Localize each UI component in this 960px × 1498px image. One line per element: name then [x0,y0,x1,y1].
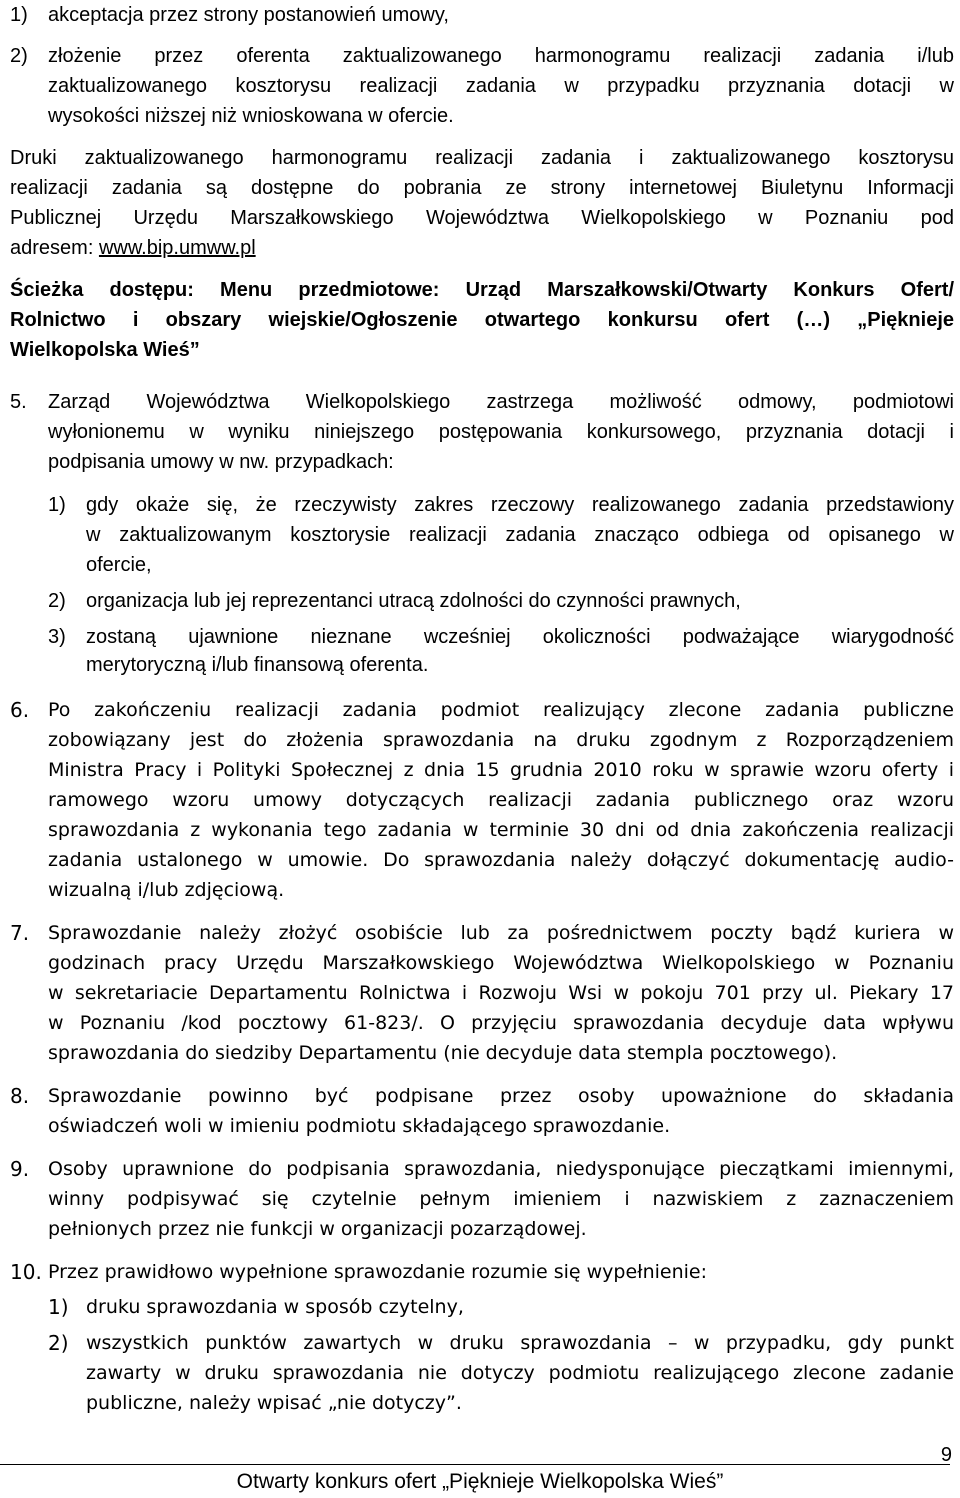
list-number: 1) [48,1295,69,1319]
section-number: 5. [10,391,27,413]
section-line: wizualną i/lub zdjęciową. [48,879,285,901]
access-path-line: Wielkopolska Wieś” [10,339,200,361]
section-line: Ministra Pracy i Polityki Społecznej z dnia 15 grudnia 2010 roku w sprawie wzoru oferty i [48,759,954,781]
section-line: zadania ustalonego w umowie. Do sprawozdania należy dołączyć dokumentację audio- [48,849,954,871]
list-item-line: zawarty w druku sprawozdania nie dotyczy podmiotu realizującego zlecone zadanie [86,1362,954,1384]
list-number: 3) [48,626,66,648]
list-item-line: gdy okaże się, że rzeczywisty zakres rzeczowy realizowanego zadania przedstawiony [86,494,954,516]
section-number: 7. [10,921,30,945]
section-number: 6. [10,698,30,722]
list-item: akceptacja przez strony postanowień umowy, [48,4,449,26]
section-line: winny podpisywać się czytelnie pełnym imieniem i nazwiskiem z zaznaczeniem [48,1188,954,1210]
bip-link[interactable]: www.bip.umww.pl [98,237,256,259]
section-line: Sprawozdanie należy złożyć osobiście lub za pośrednictwem poczty bądź kuriera w [48,922,954,944]
list-number: 1) [48,494,66,516]
list-item-line: w zaktualizowanym kosztorysie realizacji zadania znacząco odbiega od opisanego w [86,524,954,546]
list-item-line: zaktualizowanego kosztorysu realizacji zadania w przypadku przyznania dotacji w [48,75,954,97]
section-line: Po zakończeniu realizacji zadania podmiot realizujący zlecone zadania publiczne [48,699,954,721]
list-item-line: wysokości niższej niż wnioskowana w ofercie. [48,105,454,127]
page-number: 9 [940,1444,952,1466]
section-line: ramowego wzoru umowy dotyczących realizacji zadania publicznego oraz wzoru [48,789,954,811]
list-item-line: wszystkich punktów zawartych w druku sprawozdania – w przypadku, gdy punkt [86,1332,954,1354]
list-item-line: zostaną ujawnione nieznane wcześniej okoliczności podważające wiarygodność [86,626,954,648]
paragraph-line: Druki zaktualizowanego harmonogramu realizacji zadania i zaktualizowanego kosztorysu [10,147,954,169]
access-path-line: Rolnictwo i obszary wiejskie/Ogłoszenie otwartego konkursu ofert (…) „Pięknieje [10,309,954,331]
section-line: godzinach pracy Urzędu Marszałkowskiego Województwa Wielkopolskiego w Poznaniu [48,952,954,974]
section-number: 8. [10,1084,30,1108]
section-line: Zarząd Województwa Wielkopolskiego zastrzega możliwość odmowy, podmiotowi [48,391,954,413]
list-number: 2) [10,45,28,67]
section-line: Przez prawidłowo wypełnione sprawozdanie rozumie się wypełnienie: [48,1261,707,1283]
section-number: 9. [10,1157,30,1181]
list-item-line: druku sprawozdania w sposób czytelny, [86,1296,464,1318]
section-line: wyłonionemu w wyniku niniejszego postępowania konkursowego, przyznania dotacji i [48,421,954,443]
section-line: sprawozdania z wykonania tego zadania w terminie 30 dni od dnia zakończenia realizacji [48,819,954,841]
paragraph-line: realizacji zadania są dostępne do pobrania ze strony internetowej Biuletynu Informacji [10,177,954,199]
section-line: Sprawozdanie powinno być podpisane przez osoby upoważnione do składania [48,1085,954,1107]
section-line: Osoby uprawnione do podpisania sprawozdania, niedysponujące pieczątkami imiennymi, [48,1158,954,1180]
paragraph-line: Publicznej Urzędu Marszałkowskiego Województwa Wielkopolskiego w Poznaniu pod [10,207,954,229]
list-item-line: złożenie przez oferenta zaktualizowanego harmonogramu realizacji zadania i/lub [48,45,954,67]
paragraph-text: adresem: [10,237,99,259]
footer-divider [0,1464,950,1465]
footer-title: Otwarty konkurs ofert „Pięknieje Wielkopolska Wieś” [236,1470,724,1493]
list-item-line: ofercie, [86,554,152,576]
section-line: podpisania umowy w nw. przypadkach: [48,451,394,473]
list-item-line: merytoryczną i/lub finansową oferenta. [86,654,429,676]
section-line: pełnionych przez nie funkcji w organizacji pozarządowej. [48,1218,587,1240]
access-path-line: Ścieżka dostępu: Menu przedmiotowe: Urząd Marszałkowski/Otwarty Konkurs Ofert/ [10,279,954,301]
section-line: w Poznaniu /kod pocztowy 61-823/. O przyjęciu sprawozdania decyduje data wpływu [48,1012,954,1034]
list-number: 2) [48,590,66,612]
section-line: oświadczeń woli w imieniu podmiotu składającego sprawozdanie. [48,1115,671,1137]
paragraph-line [10,233,256,263]
section-number: 10. [10,1260,42,1284]
list-number: 1) [10,4,28,26]
section-line: w sekretariacie Departamentu Rolnictwa i Rozwoju Wsi w pokoju 701 przy ul. Piekary 17 [48,982,954,1004]
list-item-line: organizacja lub jej reprezentanci utracą zdolności do czynności prawnych, [86,590,741,612]
section-line: sprawozdania do siedziby Departamentu (nie decyduje data stempla pocztowego). [48,1042,838,1064]
list-number: 2) [48,1331,69,1355]
list-item-line: publiczne, należy wpisać „nie dotyczy”. [86,1392,462,1414]
section-line: zobowiązany jest do złożenia sprawozdania na druku zgodnym z Rozporządzeniem [48,729,954,751]
